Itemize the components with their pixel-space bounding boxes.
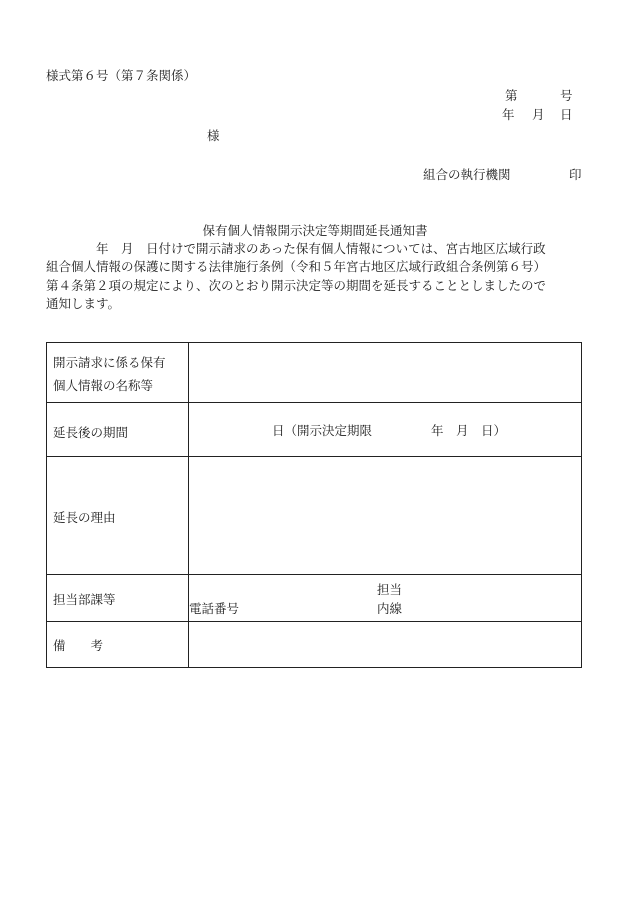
- seal-mark: 印: [569, 167, 582, 182]
- row1-label-line2: 個人情報の名称等: [53, 378, 154, 393]
- body-line-2: 組合個人情報の保護に関する法律施行条例（令和５年宮古地区広域行政組合条例第６号）: [46, 259, 547, 275]
- row5-label: 備 考: [53, 638, 104, 653]
- addressee: 様: [207, 128, 220, 143]
- body-line-4: 通知します。: [46, 295, 121, 311]
- body-line-3: 第４条第２項の規定により、次のとおり開示決定等の期間を延長することとしましたので: [46, 277, 547, 293]
- row3-label: 延長の理由: [53, 510, 116, 525]
- document-title: 保有個人情報開示決定等期間延長通知書: [202, 223, 428, 238]
- date-month: 月: [532, 107, 545, 122]
- table-column-divider: [188, 343, 189, 667]
- row1-label-line1: 開示請求に係る保有: [53, 355, 166, 370]
- row4-label: 担当部課等: [53, 592, 116, 607]
- table-row-divider-1: [47, 402, 581, 403]
- row4-extension: 内線: [377, 601, 403, 616]
- table-row-divider-2: [47, 456, 581, 457]
- row2-value-date: 年 月 日）: [431, 423, 507, 438]
- body-line-1: 年 月 日付けで開示請求のあった保有個人情報については、宮古地区広域行政: [46, 241, 546, 256]
- info-table: [46, 342, 582, 668]
- row4-phone: 電話番号: [189, 601, 240, 616]
- doc-number-suffix: 号: [560, 88, 573, 103]
- row2-value-day: 日（開示決定期限: [272, 423, 373, 438]
- table-row-divider-3: [47, 574, 581, 575]
- issuer: 組合の執行機関: [423, 167, 511, 182]
- form-number: 様式第６号（第７条関係）: [46, 68, 197, 83]
- body-text: [46, 240, 586, 313]
- row2-label: 延長後の期間: [53, 425, 129, 440]
- date-day: 日: [560, 107, 573, 122]
- doc-number-prefix: 第: [505, 88, 518, 103]
- row4-tanto: 担当: [377, 582, 403, 597]
- date-year: 年: [502, 107, 515, 122]
- table-row-divider-4: [47, 621, 581, 622]
